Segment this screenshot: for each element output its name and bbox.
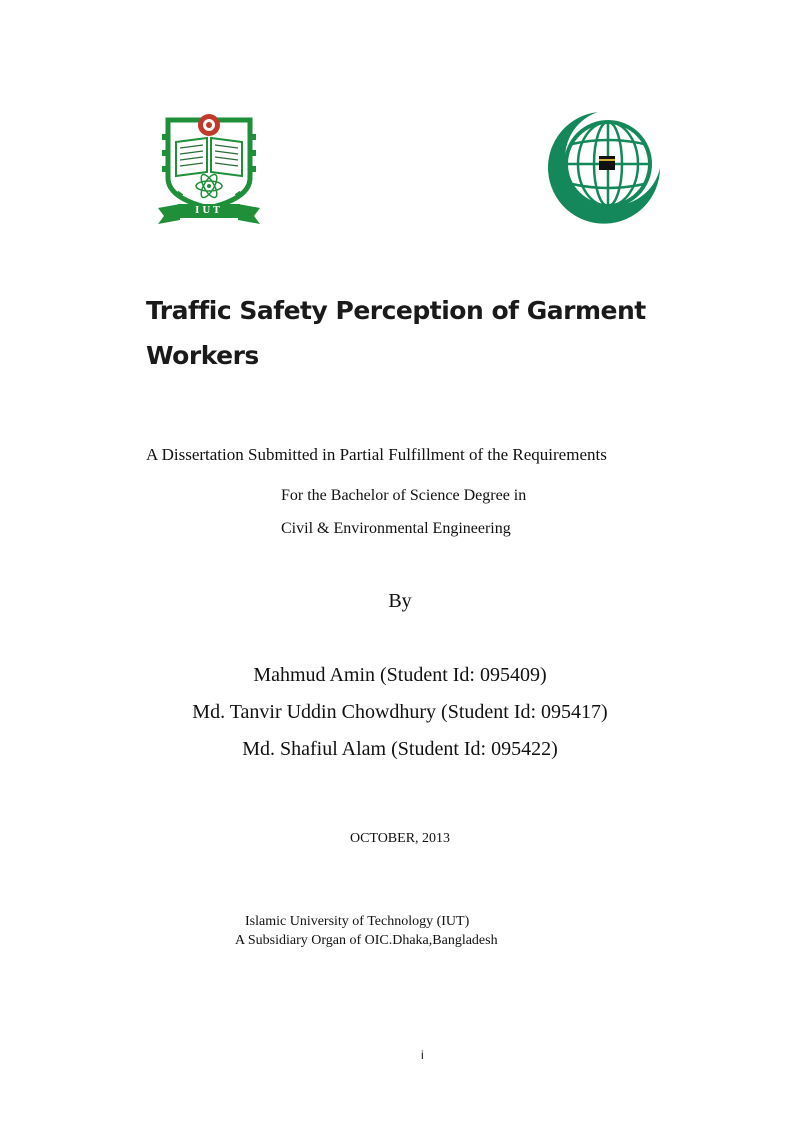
institution-subsidiary: A Subsidiary Organ of OIC.Dhaka,Bangladesh <box>235 933 498 948</box>
page-number: i <box>421 1048 424 1062</box>
iut-logo-ribbon-text: IUT <box>195 206 223 216</box>
iut-logo <box>150 100 268 230</box>
author-2: Md. Tanvir Uddin Chowdhury (Student Id: 095417) <box>192 701 608 723</box>
institution-name: Islamic University of Technology (IUT) <box>245 914 470 929</box>
oic-logo <box>528 108 664 228</box>
by-label: By <box>388 590 412 612</box>
oic-logo-graphic <box>528 108 664 228</box>
submission-date: OCTOBER, 2013 <box>349 831 451 846</box>
author-1: Mahmud Amin (Student Id: 095409) <box>253 664 547 686</box>
department-line: Civil & Environmental Engineering <box>281 520 511 537</box>
thesis-title: Traffic Safety Perception of Garment Workers <box>146 296 646 370</box>
degree-line: For the Bachelor of Science Degree in <box>281 487 527 504</box>
submission-line-1: A Dissertation Submitted in Partial Fulfillment of the Requirements <box>146 445 607 464</box>
author-3: Md. Shafiul Alam (Student Id: 095422) <box>242 738 558 760</box>
